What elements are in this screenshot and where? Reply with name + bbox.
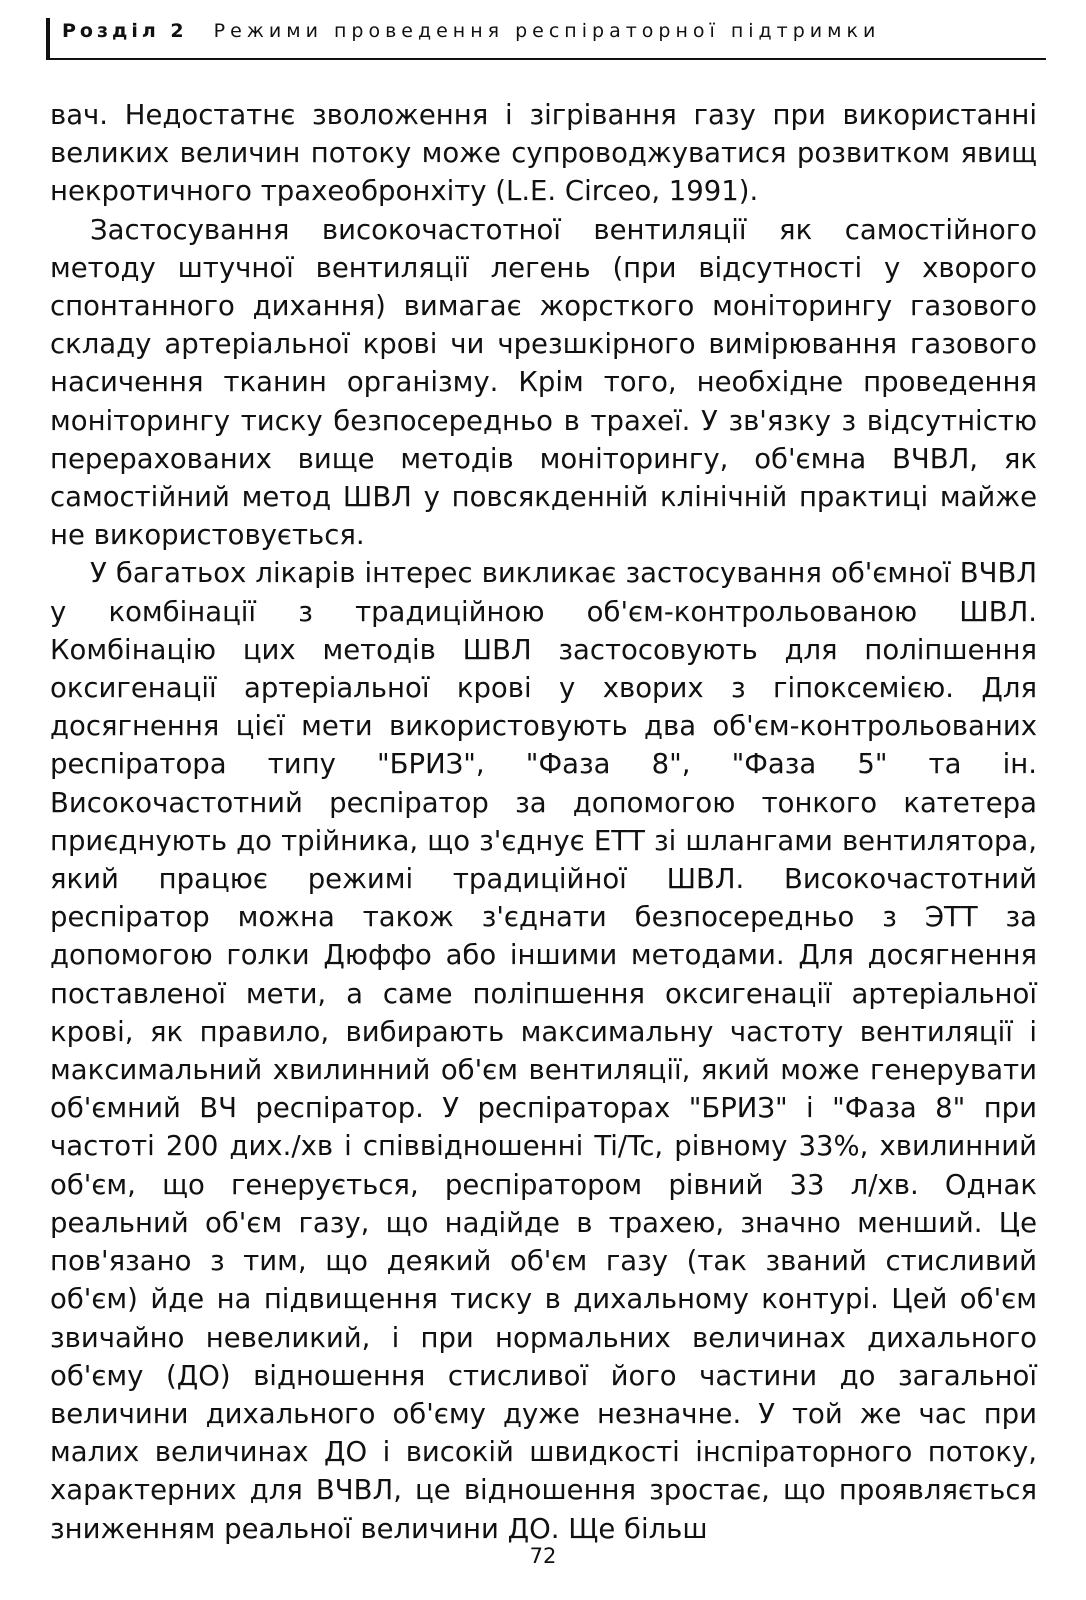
paragraph: У багатьох лікарів інтерес викликає застосування об'ємної ВЧВЛ у комбінації з традиційною об'єм-контрольованою ШВЛ. Комбінацію цих методів ШВЛ застосовують для поліпшення оксигенації артеріальної крові у хворих з гіпоксемією. Для досягнення цієї мети використовують два об'єм-контрольованих респіратора типу "БРИЗ", "Фаза 8", "Фаза 5" та ін. Високочастотний респіратор за допомогою тонкого катетера приєднують до трійника, що з'єднує ЕТТ зі шлангами вентилятора, який працює режимі традиційної ШВЛ. Високочастотний респіратор можна також з'єднати безпосередньо з ЭТТ за допомогою голки Дюффо або іншими методами. Для досягнення поставленої мети, а саме поліпшення оксигенації артеріальної крові, як правило, вибирають максимальну частоту вентиляції і максимальний хвилинний об'єм вентиляції, який може генерувати об'ємний ВЧ респіратор. У респіраторах "БРИЗ" і "Фаза 8" при частоті 200 дих./хв і співвідношенні Ti/Tc, рівному 33%, хвилинний об'єм, що генерується, респіратором рівний 33 л/хв. Однак реальний об'єм газу, що надійде в трахею, значно менший. Це пов'язано з тим, що деякий об'єм газу (так званий стисливий об'єм) йде на підвищення тиску в дихальному контурі. Цей об'єм звичайно невеликий, і при нормальних величинах дихального об'єму (ДО) відношення стисливої його частини до загальної величини дихального об'єму дуже незначне. У той же час при малих величинах ДО і високій швидкості інспіраторного потоку, характерних для ВЧВЛ, це відношення зростає, що проявляється зниженням реальної величини ДО. Ще більш: [50, 557, 1037, 1545]
paragraph: вач. Недостатнє зволоження і зігрівання газу при використанні великих величин потоку може супроводжуватися розвитком явищ некротичного трахеобронхіту (L.E. Circeo, 1991).: [50, 99, 1037, 208]
page-number: 72: [529, 1544, 557, 1568]
header-rule: [46, 58, 1046, 60]
header-text: [62, 20, 880, 42]
paragraph: Застосування високочастотної вентиляції як самостійного методу штучної вентиляції легень (при відсутності у хворого спонтанного дихання) вимагає жорсткого моніторингу газового складу артеріальної крові чи чрезшкірного вимірювання газового насичення тканин організму. Крім того, необхідне проведення моніторингу тиску безпосередньо в трахеї. У зв'язку з відсутністю перерахованих вище методів моніторингу, об'ємна ВЧВЛ, як самостійний метод ШВЛ у повсякденній клінічній практиці майже не використовується.: [50, 213, 1037, 552]
running-header: [46, 14, 1046, 64]
header-bar: [46, 18, 50, 60]
section-label: Розділ 2: [62, 20, 188, 42]
chapter-title: Режими проведення респіраторної підтримки: [213, 20, 881, 42]
body-text: [50, 96, 1037, 1548]
